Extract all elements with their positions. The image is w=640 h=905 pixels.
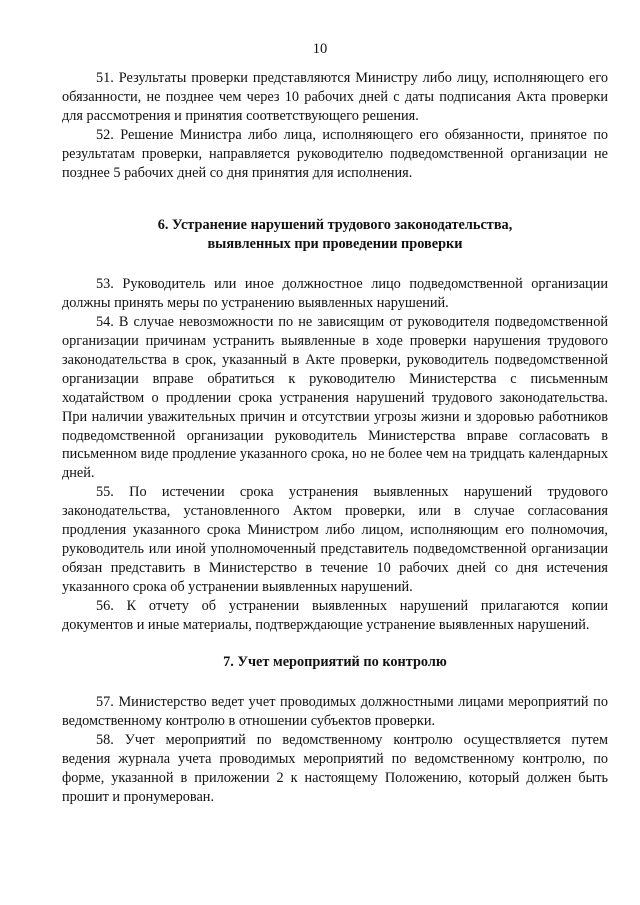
section-6-heading-line-2: выявленных при проведении проверки	[207, 236, 463, 253]
section-7-heading: 7. Учет мероприятий по контролю	[223, 654, 447, 671]
page-number: 10	[312, 41, 328, 57]
spacer	[62, 254, 608, 275]
spacer	[62, 634, 608, 653]
paragraph-57: 57. Министерство ведет учет проводимых должностными лицами мероприятий по ведомственному контролю в отношении субъектов проверки.	[62, 694, 608, 730]
section-6-heading-line-1: 6. Устранение нарушений трудового законодательства,	[157, 217, 513, 234]
paragraph-54: 54. В случае невозможности по не зависящим от руководителя подведомственной организации причинам устранить выявленные в ходе проверки нарушения трудового законодательства в срок, указанный в Акте проверки, руководитель подведомственной организации вправе обратиться к руководителю Министерства с письменным ходатайством о продлении срока устранения нарушений трудового законодательства. При наличии уважительных причин и отсутствии угрозы жизни и здоровью работников подведомственной организации руководитель Министерства вправе согласовать в письменном виде продление указанного срока, но не более чем на тридцать календарных дней.	[62, 314, 608, 482]
spacer	[62, 672, 608, 693]
page-content	[62, 69, 608, 807]
spacer	[62, 182, 608, 216]
paragraph-51: 51. Результаты проверки представляются Министру либо лицу, исполняющего его обязанности, не позднее чем через 10 рабочих дней с даты подписания Акта проверки для рассмотрения и принятия соответствующего решения.	[62, 70, 608, 124]
paragraph-53: 53. Руководитель или иное должностное лицо подведомственной организации должны принять меры по устранению выявленных нарушений.	[62, 276, 608, 312]
paragraph-52: 52. Решение Министра либо лица, исполняющего его обязанности, принятое по результатам проверки, направляется руководителю подведомственной организации не позднее 5 рабочих дней со дня принятия для исполнения.	[62, 126, 608, 181]
paragraph-55: 55. По истечении срока устранения выявленных нарушений трудового законодательства, установленного Актом проверки, или в случае согласования продления указанного срока Министром либо лицом, исполняющим его полномочия, руководитель или иной уполномоченный представитель подведомственной организации обязан представить в Министерство в течение 10 рабочих дней со дня истечения указанного срока об устранении выявленных нарушений.	[62, 484, 608, 595]
paragraph-58: 58. Учет мероприятий по ведомственному контролю осуществляется путем ведения журнала учета проводимых мероприятий по ведомственному контролю, по форме, указанной в приложении 2 к настоящему Положению, который должен быть прошит и пронумерован.	[62, 732, 608, 805]
section-6-heading	[62, 216, 608, 254]
paragraph-56: 56. К отчету об устранении выявленных нарушений прилагаются копии документов и иные материалы, подтверждающие устранение выявленных нарушений.	[62, 597, 608, 633]
